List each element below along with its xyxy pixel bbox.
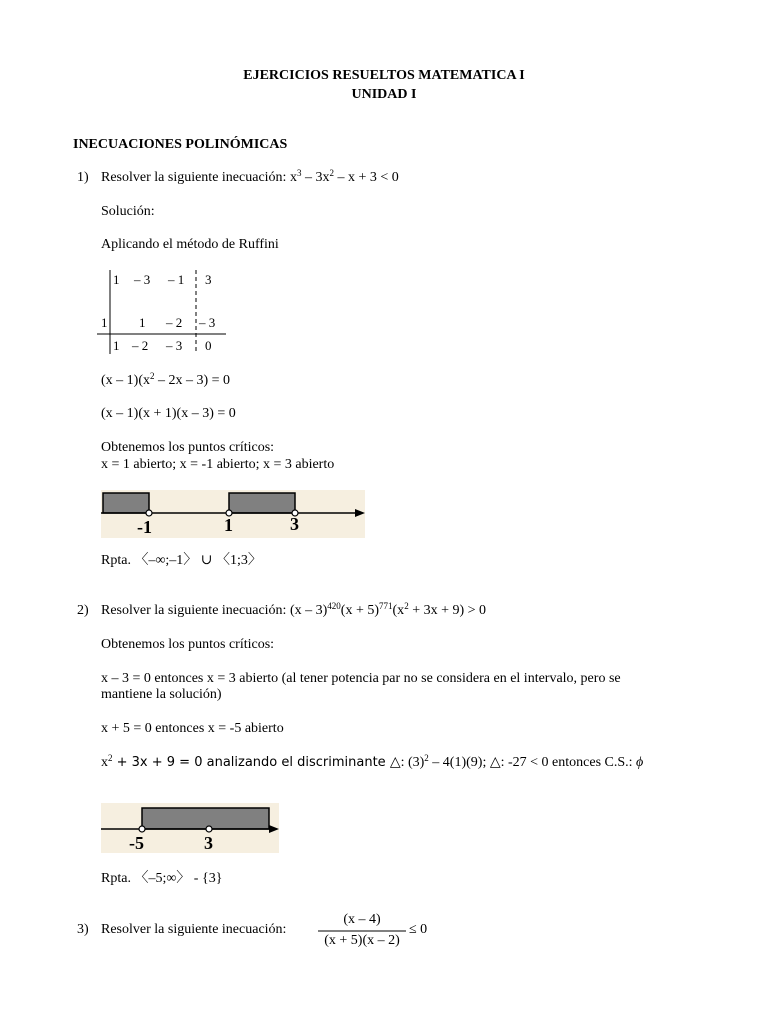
ruffini-cell: – 3 [166,338,183,353]
document-title: EJERCICIOS RESUELTOS MATEMATICA I [243,68,525,83]
inequality-sign: ≤ 0 [409,922,428,937]
exercise-3-number: 3) [77,922,89,937]
fraction-bar [318,930,406,932]
tick-label: 1 [224,515,233,535]
ruffini-cell: – 1 [168,272,185,287]
critical-point-line: x – 3 = 0 entonces x = 3 abierto (al tener potencia par no se considera en el intervalo, pero se [101,671,621,686]
fraction-denominator: (x + 5)(x – 2) [324,933,400,948]
document-subtitle: UNIDAD I [351,87,417,102]
ruffini-cell: – 2 [166,315,183,330]
ruffini-intro: Aplicando el método de Ruffini [101,237,279,252]
critical-points: x = 1 abierto; x = -1 abierto; x = 3 abierto [101,457,335,472]
tick-label: 3 [290,514,299,534]
ruffini-cell: 1 [113,338,120,353]
number-line-2 [101,803,279,853]
answer-1: Rpta. 〈–∞;–1〉 ∪ 〈1;3〉 [101,553,262,568]
critical-point-line: mantiene la solución) [101,687,222,702]
discriminant-line: $x^2 + 3x + 9 = 0$ analizando el discriminante △: $(3)^2 - 4(1)(9)$; △: -27 < 0 entonces C.S.: ϕ [101,753,644,770]
ruffini-cell: 1 [139,315,146,330]
critical-points-title: Obtenemos los puntos críticos: [101,637,275,652]
exercise-1-statement: Resolver la siguiente inecuación: $x^3 - 3x^2 - x + 3 < 0$ [101,168,399,185]
critical-points-title: Obtenemos los puntos críticos: [101,440,275,455]
critical-point-marker [139,826,145,832]
exercise-2-number: 2) [77,603,89,618]
exercise-1-number: 1) [77,170,89,185]
ruffini-cell: – 3 [199,315,216,330]
ruffini-cell: – 3 [134,272,151,287]
ruffini-cell: 1 [113,272,120,287]
factorization-1: $(x - 1)(x^2 - 2x - 3) = 0$ [101,371,231,388]
critical-point-marker [206,826,212,832]
answer-2: Rpta. 〈–5;∞〉 - {3} [101,871,223,886]
fraction-numerator: (x – 4) [343,912,381,927]
ruffini-root: 1 [101,315,108,330]
tick-label: -5 [129,833,144,853]
section-title: INECUACIONES POLINÓMICAS [73,137,288,152]
critical-point-marker [146,510,152,516]
exercise-2-statement: Resolver la siguiente inecuación: $(x - 3)^{420}(x + 5)^{771}(x^2 + 3x + 9) > 0$ [101,601,487,618]
factorization-2: (x – 1)(x + 1)(x – 3) = 0 [101,406,236,421]
number-line-1 [101,490,365,538]
tick-label: 3 [204,833,213,853]
tick-label: -1 [137,517,152,537]
critical-point-line: x + 5 = 0 entonces x = -5 abierto [101,721,284,736]
exercise-3-statement: Resolver la siguiente inecuación: [101,922,287,937]
solution-label: Solución: [101,204,155,219]
ruffini-cell: – 2 [132,338,149,353]
ruffini-cell: 3 [205,272,212,287]
ruffini-cell: 0 [205,338,212,353]
